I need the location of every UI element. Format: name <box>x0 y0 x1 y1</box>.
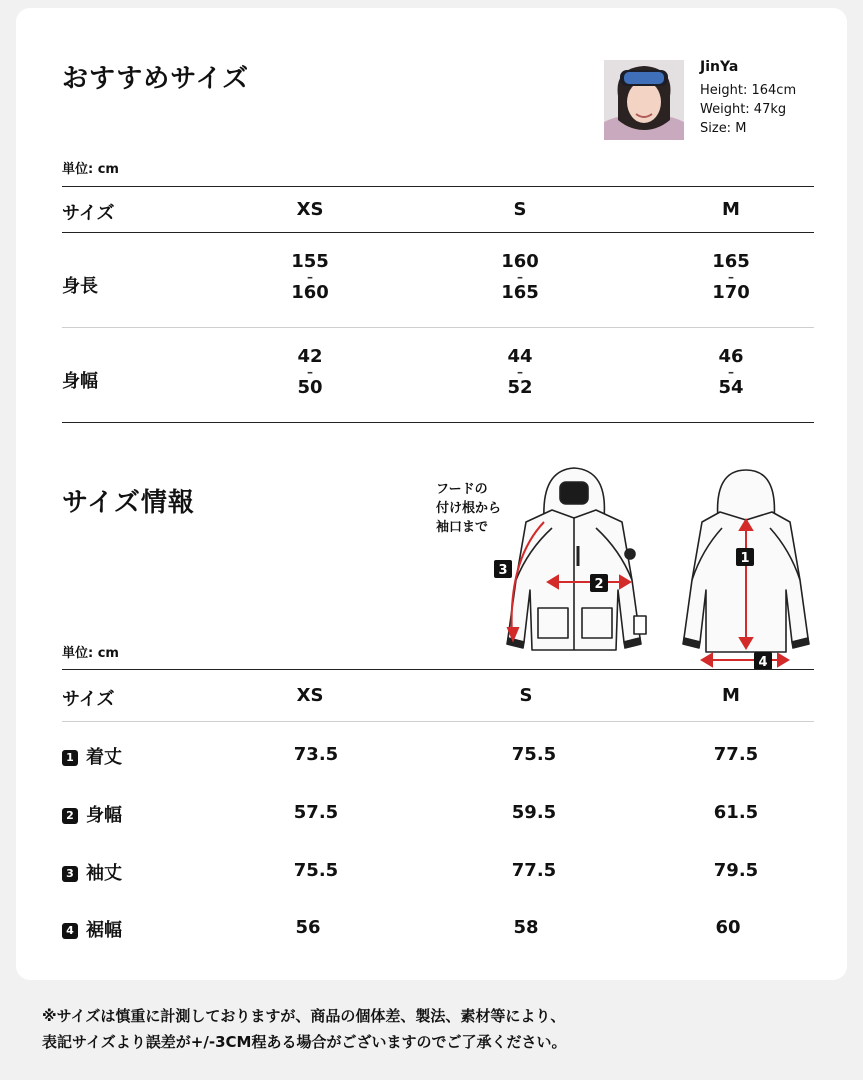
divider <box>62 721 814 722</box>
size-info-header-size: サイズ <box>62 689 115 710</box>
table-cell: 57.5 <box>293 802 339 823</box>
caption-line: 付け根から <box>436 501 502 516</box>
marker-3: 3 <box>498 563 508 578</box>
range-low: 155 <box>291 251 329 272</box>
range-dash: – <box>517 270 523 284</box>
model-info <box>700 58 796 138</box>
size-info-header-m: M <box>722 685 740 706</box>
disclaimer-line: 表記サイズより誤差が+/-3CM程ある場合がございますのでご了承ください。 <box>42 1033 567 1051</box>
range-high: 165 <box>501 282 539 303</box>
row-label-chest: 身幅 <box>62 371 98 392</box>
table-cell: 58 <box>513 917 539 938</box>
size-chart-card <box>16 8 847 980</box>
row-label: 身幅 <box>86 805 122 826</box>
table-cell <box>691 252 771 302</box>
row-number-badge: 4 <box>62 923 78 939</box>
recommended-header-s: S <box>513 199 527 220</box>
table-cell: 59.5 <box>511 802 557 823</box>
row-label: 裾幅 <box>86 920 122 941</box>
row-number-badge: 1 <box>62 750 78 766</box>
range-low: 42 <box>297 346 323 367</box>
range-high: 50 <box>297 377 323 398</box>
row-label: 着丈 <box>86 747 122 768</box>
divider <box>62 669 814 670</box>
table-cell: 73.5 <box>293 744 339 765</box>
divider <box>62 232 814 233</box>
divider <box>62 422 814 423</box>
range-dash: – <box>728 270 734 284</box>
row-label-height: 身長 <box>62 276 98 297</box>
jacket-diagram <box>456 460 816 672</box>
range-dash: – <box>307 270 313 284</box>
marker-4: 4 <box>758 655 768 670</box>
size-info-unit: 単位: cm <box>62 646 119 661</box>
model-photo-illustration <box>604 60 684 140</box>
range-high: 160 <box>291 282 329 303</box>
table-cell: 79.5 <box>713 860 759 881</box>
range-high: 170 <box>712 282 750 303</box>
table-cell: 75.5 <box>511 744 557 765</box>
model-name: JinYa <box>700 59 739 75</box>
size-info-header-s: S <box>519 685 533 706</box>
recommended-size-title: おすすめサイズ <box>62 64 250 94</box>
table-cell <box>480 347 560 397</box>
table-cell: 75.5 <box>293 860 339 881</box>
table-cell <box>480 252 560 302</box>
caption-line: 袖口まで <box>436 520 489 535</box>
table-cell: 77.5 <box>713 744 759 765</box>
row-number-badge: 3 <box>62 866 78 882</box>
model-weight: Weight: 47kg <box>700 102 787 117</box>
recommended-header-size: サイズ <box>62 203 115 224</box>
range-dash: – <box>307 365 313 379</box>
model-size: Size: M <box>700 121 747 136</box>
range-low: 165 <box>712 251 750 272</box>
table-cell <box>270 347 350 397</box>
disclaimer-line: ※サイズは慎重に計測しておりますが、商品の個体差、製法、素材等により、 <box>42 1007 566 1025</box>
size-info-row-chest <box>62 801 122 827</box>
table-cell: 61.5 <box>713 802 759 823</box>
row-number-badge: 2 <box>62 808 78 824</box>
size-info-row-sleeve <box>62 859 122 885</box>
range-low: 160 <box>501 251 539 272</box>
size-info-row-hem <box>62 916 122 942</box>
table-cell: 77.5 <box>511 860 557 881</box>
divider <box>62 186 814 187</box>
divider <box>62 327 814 328</box>
disclaimer-note <box>42 1003 566 1055</box>
range-dash: – <box>728 365 734 379</box>
row-label: 袖丈 <box>86 863 122 884</box>
jacket-front <box>507 468 646 650</box>
model-height: Height: 164cm <box>700 83 797 98</box>
range-high: 54 <box>718 377 744 398</box>
caption-line: フードの <box>436 482 488 497</box>
table-cell: 60 <box>715 917 741 938</box>
recommended-unit: 単位: cm <box>62 162 119 177</box>
range-low: 46 <box>718 346 744 367</box>
marker-1: 1 <box>740 551 750 566</box>
marker-2: 2 <box>594 577 604 592</box>
table-cell: 56 <box>295 917 321 938</box>
table-cell <box>270 252 350 302</box>
table-cell <box>691 347 771 397</box>
size-info-row-length <box>62 743 122 769</box>
size-info-title: サイズ情報 <box>62 488 195 518</box>
range-low: 44 <box>507 346 533 367</box>
size-info-header-xs: XS <box>296 685 324 706</box>
recommended-header-xs: XS <box>296 199 324 220</box>
recommended-header-m: M <box>722 199 740 220</box>
range-dash: – <box>517 365 523 379</box>
model-photo <box>604 60 684 140</box>
range-high: 52 <box>507 377 533 398</box>
